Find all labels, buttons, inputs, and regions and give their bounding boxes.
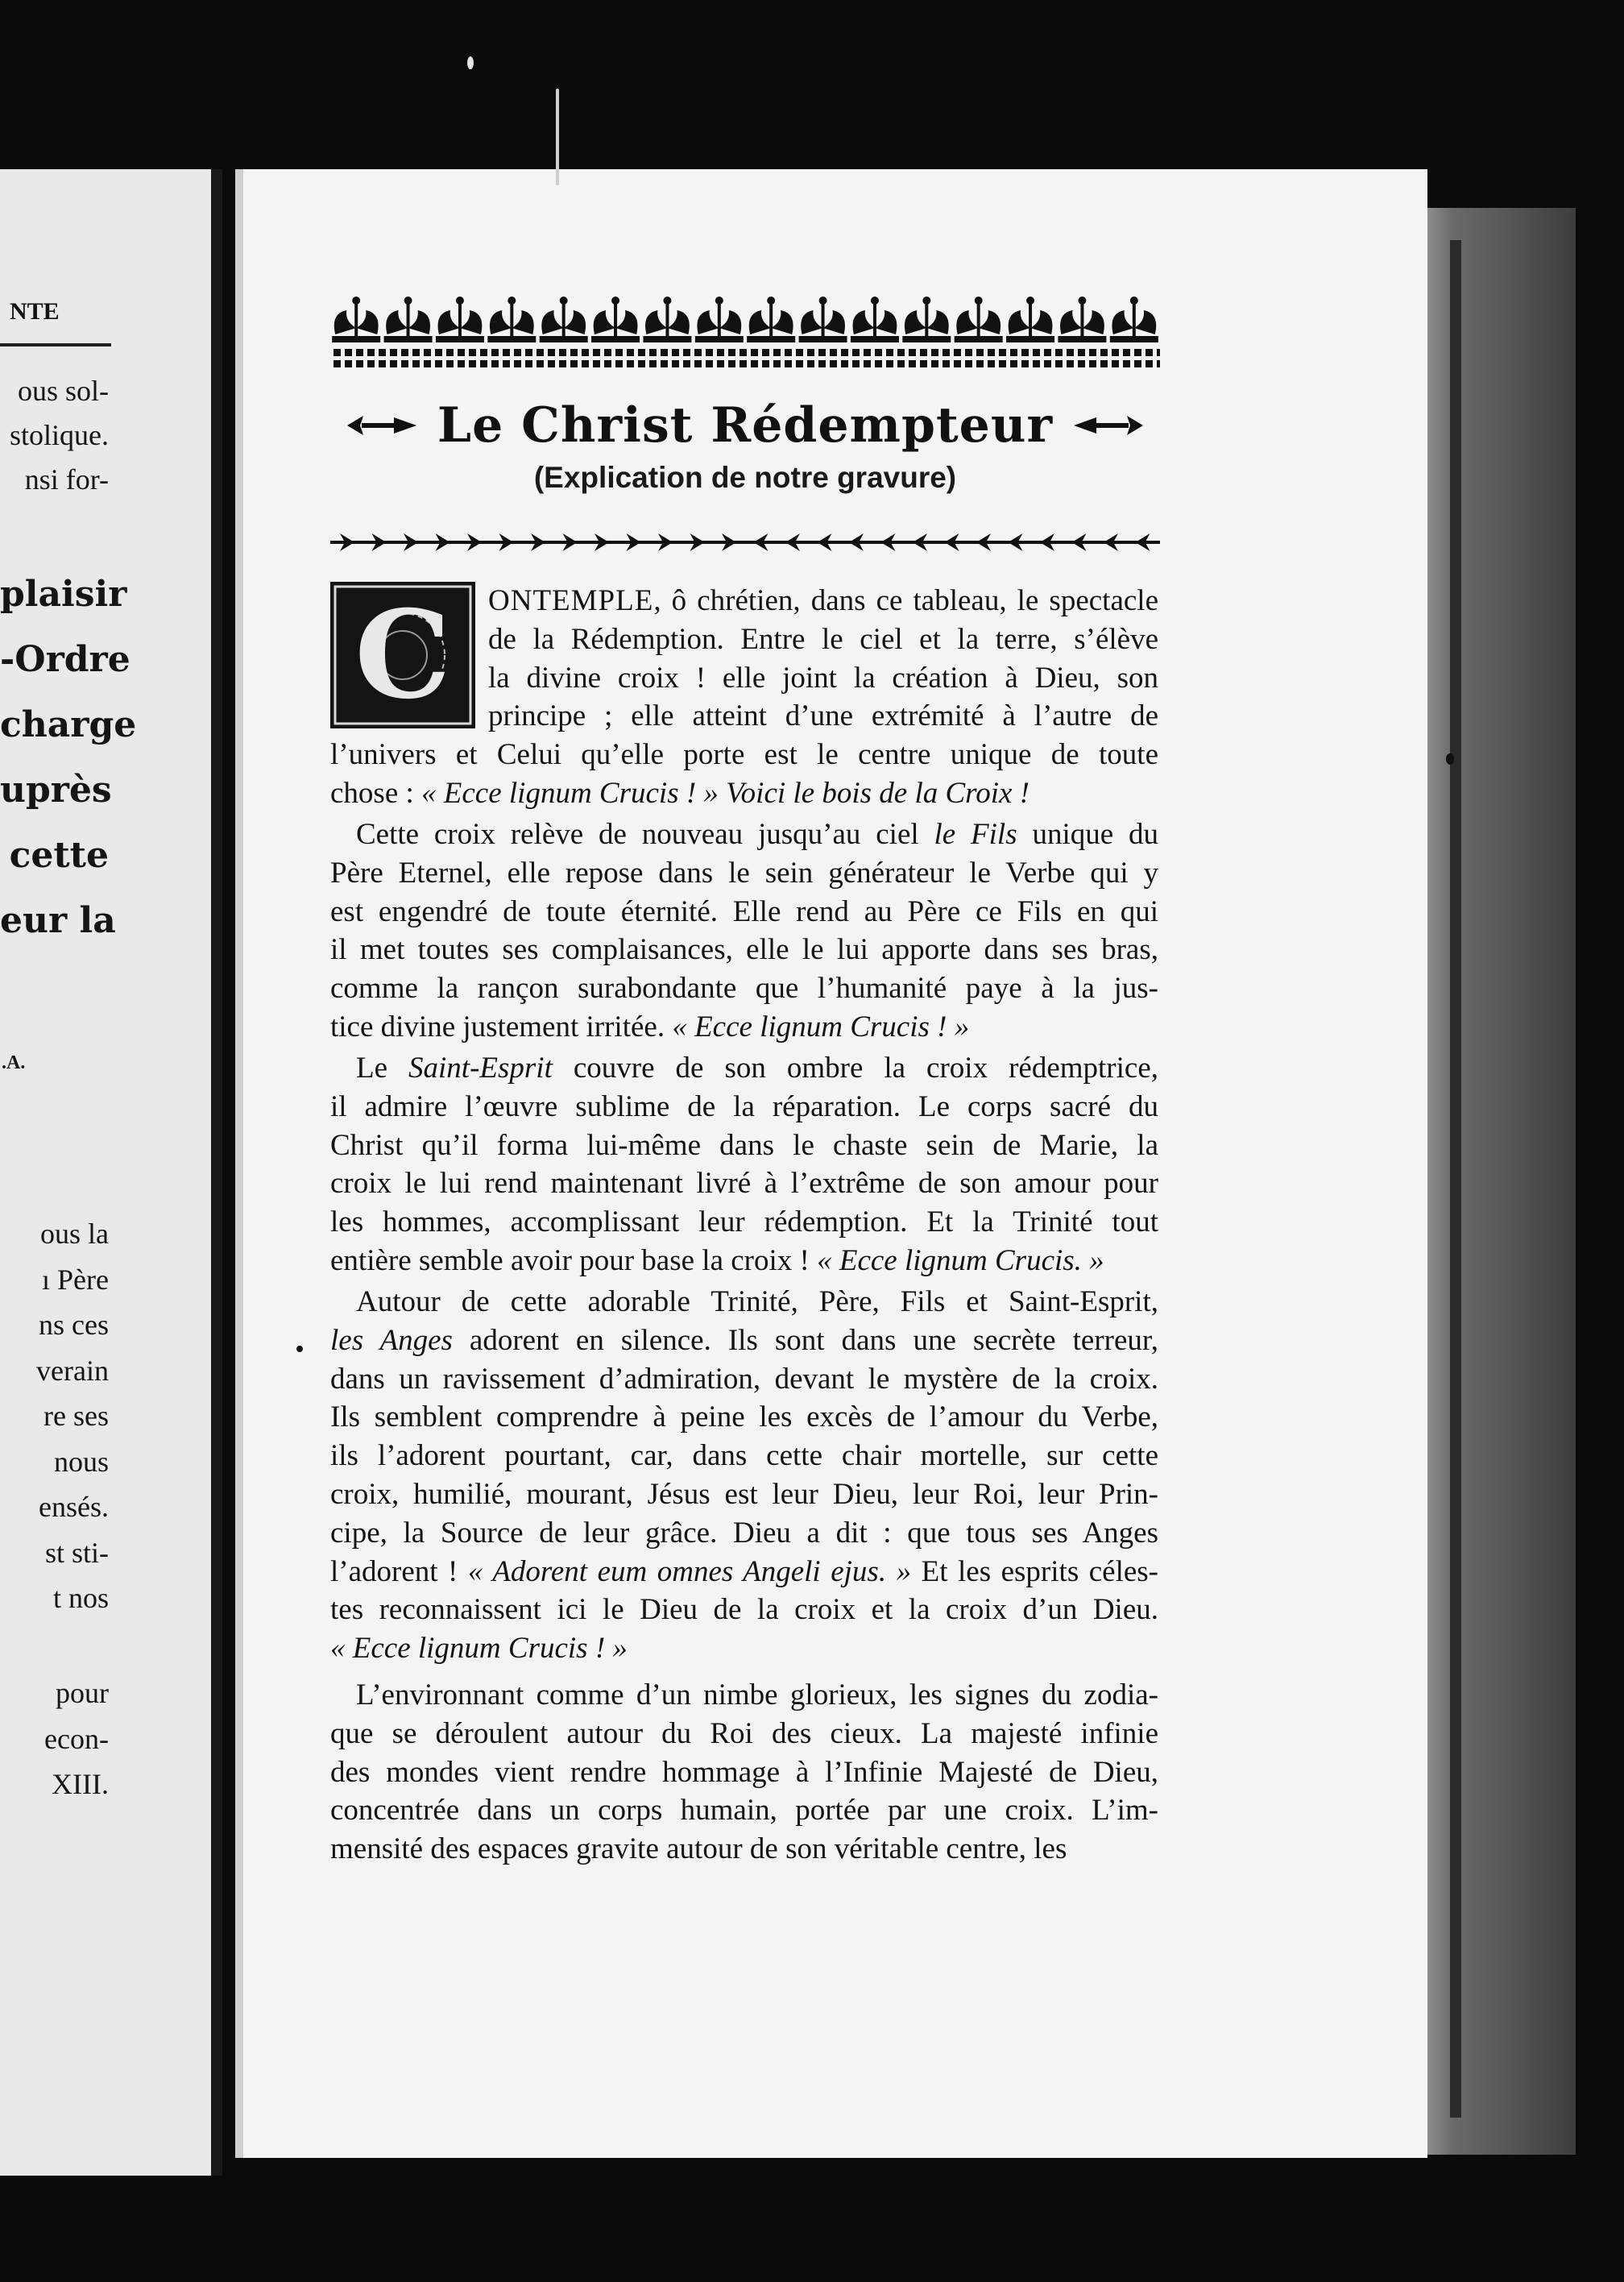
text-line	[330, 1592, 1158, 1627]
bead-ornament-icon	[717, 349, 724, 356]
text-run: cipe, la Source de leur grâce. Dieu a dit : que tous ses Anges	[330, 1516, 1158, 1550]
bead-ornament-icon	[424, 349, 431, 356]
text-run: chose :	[330, 777, 422, 810]
header-rule	[0, 343, 111, 346]
bead-ornament-icon	[818, 349, 826, 356]
bead-ornament-icon	[661, 349, 668, 356]
fleur-ornament-icon	[1006, 297, 1054, 342]
bead-ornament-icon	[1134, 349, 1141, 356]
bead-ornament-icon	[909, 349, 916, 356]
bead-ornament-icon	[773, 349, 781, 356]
bead-ornament-icon	[480, 360, 487, 367]
text-line	[330, 1089, 1158, 1124]
text-run: mensité des espaces gravite autour de son véritable centre, les	[330, 1832, 1067, 1866]
bead-ornament-icon	[345, 360, 352, 367]
bead-ornament-icon	[356, 349, 363, 356]
bead-ornament-icon	[875, 360, 882, 367]
left-page-line: cette	[9, 835, 109, 876]
bead-ornament-icon	[897, 360, 905, 367]
text-run: de la Rédemption. Entre le ciel et la terre, s’élève	[488, 622, 1158, 656]
bead-ornament-icon	[1157, 349, 1160, 356]
left-page-line: re ses	[44, 1400, 109, 1432]
text-line	[330, 1516, 1158, 1550]
bead-ornament-icon	[740, 360, 747, 367]
bead-ornament-icon	[356, 360, 363, 367]
bead-ornament-icon	[1157, 360, 1160, 367]
bead-ornament-icon	[401, 349, 408, 356]
bead-ornament-icon	[1033, 360, 1040, 367]
text-run: concentrée dans un corps humain, portée par une croix. L’im-	[330, 1794, 1158, 1828]
text-run: Père Eternel, elle repose dans le sein générateur le Verbe qui y	[330, 856, 1158, 890]
bead-ornament-icon	[1010, 360, 1017, 367]
latin-quote: « Ecce lignum Crucis. »	[817, 1244, 1104, 1277]
title-row	[330, 393, 1160, 458]
bead-ornament-icon	[1055, 349, 1063, 356]
left-page-line: nsi for-	[24, 463, 109, 496]
bead-ornament-icon	[1055, 360, 1063, 367]
bead-ornament-icon	[954, 349, 961, 356]
bead-ornament-icon	[1078, 349, 1085, 356]
bead-ornament-icon	[367, 349, 375, 356]
text-line	[330, 1128, 1158, 1163]
bead-ornament-icon	[740, 349, 747, 356]
bead-ornament-icon	[751, 349, 758, 356]
paper-speck	[556, 89, 559, 185]
text-line	[356, 817, 1158, 852]
bead-ornament-icon	[830, 360, 837, 367]
left-page-line: .A.	[2, 1052, 26, 1073]
bead-ornament-icon	[514, 349, 521, 356]
bead-ornament-icon	[638, 349, 645, 356]
left-page-line: XIII.	[52, 1768, 109, 1800]
bead-ornament-icon	[864, 349, 871, 356]
latin-quote: les Anges	[330, 1323, 453, 1357]
text-run: Cette croix relève de nouveau jusqu’au ciel	[356, 818, 934, 851]
bead-ornament-icon	[435, 349, 442, 356]
left-page-line: ous sol-	[17, 375, 109, 407]
bead-ornament-icon	[424, 360, 431, 367]
bead-ornament-icon	[525, 349, 532, 356]
bead-ornament-icon	[796, 349, 803, 356]
bead-ornament-icon	[661, 360, 668, 367]
bead-ornament-icon	[1134, 360, 1141, 367]
left-arrow-ornament-icon	[346, 409, 418, 442]
bead-ornament-icon	[334, 360, 341, 367]
bead-ornament-icon	[1021, 360, 1029, 367]
latin-quote: le Fils	[934, 818, 1017, 851]
text-run: que se déroulent autour du Roi des cieux. La majesté infinie	[330, 1716, 1158, 1750]
bead-ornament-icon	[728, 360, 735, 367]
bead-ornament-icon	[762, 360, 769, 367]
middle-ornament-rule	[330, 530, 1160, 554]
latin-quote: « Ecce lignum Crucis ! »	[672, 1010, 970, 1043]
bead-ornament-icon	[469, 349, 476, 356]
left-page-line: ı Père	[42, 1263, 109, 1296]
bead-ornament-icon	[604, 360, 611, 367]
bead-ornament-icon	[864, 360, 871, 367]
text-line	[356, 1284, 1158, 1319]
bead-ornament-icon	[458, 360, 465, 367]
bead-ornament-icon	[988, 349, 995, 356]
bead-ornament-icon	[909, 360, 916, 367]
bead-ornament-icon	[570, 349, 578, 356]
text-line	[330, 1554, 1158, 1589]
bead-ornament-icon	[1112, 349, 1119, 356]
text-run: Christ qu’il forma lui-même dans le chaste sein de Marie, la	[330, 1128, 1158, 1162]
bead-ornament-icon	[706, 349, 713, 356]
bead-ornament-icon	[390, 360, 397, 367]
left-page-line: -Ordre	[0, 639, 130, 680]
text-run: est engendré de toute éternité. Elle rend au Père ce Fils en qui	[330, 894, 1158, 928]
fleur-ornament-icon	[695, 297, 744, 342]
bead-ornament-icon	[649, 360, 657, 367]
bead-ornament-icon	[954, 360, 961, 367]
text-line	[330, 1166, 1158, 1201]
text-run: croix le lui rend maintenant livré à l’extrême de son amour pour	[330, 1167, 1158, 1201]
bead-ornament-icon	[649, 349, 657, 356]
bead-ornament-icon	[480, 349, 487, 356]
bead-ornament-icon	[1089, 360, 1096, 367]
page-title: Le Christ Rédempteur	[437, 397, 1054, 454]
bead-ornament-icon	[503, 349, 510, 356]
text-line	[330, 1716, 1158, 1751]
bead-ornament-icon	[1078, 360, 1085, 367]
left-page-line: eur la	[0, 900, 116, 941]
text-run: unique du	[1017, 818, 1159, 851]
bead-ornament-icon	[886, 360, 893, 367]
text-run: des mondes vient rendre hommage à l’Infinie Majesté de Dieu,	[330, 1755, 1158, 1789]
bead-ornament-icon	[976, 360, 984, 367]
bead-ornament-icon	[1123, 360, 1130, 367]
bead-ornament-icon	[965, 349, 972, 356]
text-line	[330, 894, 1158, 929]
left-page-line: ensés.	[39, 1491, 109, 1523]
bead-ornament-icon	[1067, 360, 1074, 367]
latin-quote: « Ecce lignum Crucis ! » Voici le bois de la Croix !	[421, 777, 1030, 810]
text-run: couvre de son ombre la croix rédemptrice,	[552, 1052, 1158, 1085]
bead-ornament-icon	[886, 349, 893, 356]
text-line	[330, 1631, 1158, 1666]
latin-quote: « Adorent eum omnes Angeli ejus. »	[467, 1554, 912, 1588]
text-line	[330, 1832, 1158, 1866]
bead-ornament-icon	[920, 349, 927, 356]
paper-speck	[467, 56, 474, 69]
bead-ornament-icon	[514, 360, 521, 367]
fleur-ornament-icon	[591, 297, 640, 342]
text-line	[330, 1438, 1158, 1473]
left-page-line: pour	[56, 1677, 109, 1709]
fleur-ornament-icon	[955, 297, 1003, 342]
bead-ornament-icon	[830, 349, 837, 356]
bead-ornament-icon	[627, 349, 634, 356]
fleur-ornament-icon	[1058, 297, 1106, 342]
bead-ornament-icon	[334, 349, 341, 356]
bead-ornament-icon	[852, 349, 860, 356]
fleur-ornament-icon	[902, 297, 951, 342]
fleur-ornament-icon	[487, 297, 536, 342]
text-run: ONTEMPLE	[488, 584, 654, 617]
text-line	[330, 932, 1158, 967]
text-line	[488, 583, 1158, 618]
text-line	[330, 1323, 1158, 1358]
bead-ornament-icon	[875, 349, 882, 356]
bead-ornament-icon	[706, 360, 713, 367]
bead-ornament-icon	[1146, 349, 1153, 356]
bead-ornament-icon	[401, 360, 408, 367]
left-page-line: ous la	[40, 1218, 109, 1250]
left-page-line: nous	[53, 1445, 109, 1478]
bead-ornament-icon	[570, 360, 578, 367]
bead-ornament-icon	[785, 360, 792, 367]
bead-ornament-icon	[379, 349, 386, 356]
bead-ornament-icon	[694, 349, 702, 356]
bead-ornament-icon	[841, 360, 848, 367]
text-line	[330, 856, 1158, 890]
bead-ornament-icon	[446, 349, 454, 356]
paper-speck	[296, 1346, 303, 1352]
bead-ornament-icon	[672, 360, 679, 367]
bead-ornament-icon	[1010, 349, 1017, 356]
bead-ornament-icon	[807, 349, 814, 356]
text-run: Ils semblent comprendre à peine les excès de l’amour du Verbe,	[330, 1400, 1158, 1434]
bead-ornament-icon	[390, 349, 397, 356]
bead-ornament-icon	[1123, 349, 1130, 356]
fleur-ornament-icon	[799, 297, 847, 342]
left-page-line: t nos	[52, 1582, 109, 1614]
bead-ornament-icon	[988, 360, 995, 367]
running-header: NTE	[10, 298, 60, 325]
text-run: l’univers et Celui qu’elle porte est le centre unique de toute	[330, 738, 1158, 772]
bead-ornament-icon	[785, 349, 792, 356]
bead-ornament-icon	[897, 349, 905, 356]
bead-ornament-icon	[683, 360, 690, 367]
bead-ornament-icon	[841, 349, 848, 356]
text-run: dans un ravissement d’admiration, devant le mystère de la croix.	[330, 1362, 1158, 1396]
bead-ornament-icon	[446, 360, 454, 367]
bead-ornament-icon	[458, 349, 465, 356]
bead-ornament-icon	[503, 360, 510, 367]
bead-ornament-icon	[1146, 360, 1153, 367]
text-line	[330, 971, 1158, 1006]
text-run: ils l’adorent pourtant, car, dans cette chair mortelle, sur cette	[330, 1439, 1158, 1473]
left-page-line: charge	[0, 704, 137, 745]
bead-ornament-icon	[615, 360, 623, 367]
left-page-line: plaisir	[0, 574, 127, 615]
bead-ornament-icon	[920, 360, 927, 367]
bead-ornament-icon	[345, 349, 352, 356]
top-ornament-band	[330, 294, 1160, 371]
bead-ornament-icon	[931, 349, 938, 356]
text-run: comme la rançon surabondante que l’humanité paye à la jus-	[330, 972, 1158, 1006]
text-run: les hommes, accomplissant leur rédemption. Et la Trinité tout	[330, 1205, 1158, 1239]
text-run: entière semble avoir pour base la croix !	[330, 1244, 818, 1277]
text-run: il met toutes ses complaisances, elle le lui apporte dans ses bras,	[330, 933, 1158, 967]
bead-ornament-icon	[412, 349, 420, 356]
bead-ornament-icon	[615, 349, 623, 356]
bead-ornament-icon	[627, 360, 634, 367]
bead-ornament-icon	[582, 360, 589, 367]
text-run: , ô chrétien, dans ce tableau, le spectacle	[653, 584, 1158, 617]
bead-ornament-icon	[548, 360, 555, 367]
bead-ornament-icon	[762, 349, 769, 356]
left-page-line: st sti-	[44, 1536, 109, 1569]
bead-ornament-icon	[931, 360, 938, 367]
fleur-ornament-icon	[332, 297, 380, 342]
bead-ornament-icon	[751, 360, 758, 367]
left-page-line: uprès	[0, 770, 112, 811]
bead-ornament-icon	[976, 349, 984, 356]
text-line	[488, 622, 1158, 657]
bead-ornament-icon	[1044, 360, 1051, 367]
text-line	[330, 737, 1158, 772]
bead-ornament-icon	[1067, 349, 1074, 356]
text-line	[330, 1010, 1158, 1044]
text-run: tice divine justement irritée.	[330, 1010, 673, 1043]
text-run: Le	[356, 1052, 409, 1085]
book-page-edges	[1418, 208, 1576, 2155]
bead-ornament-icon	[965, 360, 972, 367]
bead-ornament-icon	[999, 360, 1006, 367]
bead-ornament-icon	[818, 360, 826, 367]
fleur-ornament-icon	[643, 297, 691, 342]
bead-ornament-icon	[582, 349, 589, 356]
text-run: adorent en silence. Ils sont dans une secrète terreur,	[452, 1323, 1158, 1357]
fleur-ornament-icon	[384, 297, 433, 342]
text-line	[330, 1205, 1158, 1239]
bead-ornament-icon	[525, 360, 532, 367]
bead-ornament-icon	[469, 360, 476, 367]
text-line	[330, 1362, 1158, 1396]
text-run: tes reconnaissent ici le Dieu de la croix et la croix d’un Dieu.	[330, 1593, 1158, 1627]
bead-ornament-icon	[491, 360, 499, 367]
text-line	[488, 661, 1158, 695]
bead-ornament-icon	[852, 360, 860, 367]
bead-ornament-icon	[1033, 349, 1040, 356]
latin-quote: Saint-Esprit	[408, 1052, 553, 1085]
bead-ornament-icon	[683, 349, 690, 356]
bead-ornament-icon	[807, 360, 814, 367]
page-subtitle: (Explication de notre gravure)	[533, 461, 957, 494]
text-run: il admire l’œuvre sublime de la réparation. Le corps sacré du	[330, 1089, 1158, 1123]
fleur-ornament-icon	[436, 297, 484, 342]
drop-cap	[330, 582, 475, 728]
bead-ornament-icon	[773, 360, 781, 367]
left-page-line: ns ces	[39, 1309, 109, 1341]
bead-ornament-icon	[942, 360, 950, 367]
bead-ornament-icon	[1100, 360, 1108, 367]
bead-ornament-icon	[559, 349, 566, 356]
bead-ornament-icon	[559, 360, 566, 367]
fleur-ornament-icon	[1110, 297, 1158, 342]
right-arrow-ornament-icon	[1072, 409, 1145, 442]
bead-ornament-icon	[412, 360, 420, 367]
bead-ornament-icon	[796, 360, 803, 367]
text-line	[330, 1793, 1158, 1828]
text-line	[356, 1678, 1158, 1712]
text-line	[330, 1243, 1158, 1278]
drop-cap-letter: C	[354, 584, 451, 726]
bead-ornament-icon	[367, 360, 375, 367]
bead-ornament-icon	[536, 360, 544, 367]
left-page-line: verain	[36, 1354, 109, 1387]
latin-quote: « Ecce lignum Crucis ! »	[330, 1632, 628, 1666]
bead-ornament-icon	[717, 360, 724, 367]
text-run: la divine croix ! elle joint la création à Dieu, son	[488, 661, 1158, 695]
bead-ornament-icon	[536, 349, 544, 356]
fleur-ornament-icon	[851, 297, 899, 342]
bead-ornament-icon	[1112, 360, 1119, 367]
text-run: Autour de cette adorable Trinité, Père, Fils et Saint-Esprit,	[356, 1285, 1158, 1318]
fleur-ornament-icon	[540, 297, 588, 342]
text-run: L’environnant comme d’un nimbe glorieux, les signes du zodia-	[356, 1678, 1158, 1712]
text-run: l’adorent !	[330, 1554, 468, 1588]
fleur-ornament-icon	[747, 297, 795, 342]
text-run: principe ; elle atteint d’une extrémité à l’autre de	[488, 699, 1158, 733]
bead-ornament-icon	[1021, 349, 1029, 356]
bead-ornament-icon	[548, 349, 555, 356]
bead-ornament-icon	[604, 349, 611, 356]
text-line	[488, 699, 1158, 733]
text-line	[330, 1755, 1158, 1790]
paper-speck	[1446, 753, 1454, 765]
bead-ornament-icon	[1100, 349, 1108, 356]
bead-ornament-icon	[1044, 349, 1051, 356]
bead-ornament-icon	[435, 360, 442, 367]
text-line	[330, 1477, 1158, 1512]
bead-ornament-icon	[672, 349, 679, 356]
bead-ornament-icon	[942, 349, 950, 356]
text-run: Et les esprits céles-	[911, 1554, 1158, 1588]
text-run: croix, humilié, mourant, Jésus est leur Dieu, leur Roi, leur Prin-	[330, 1478, 1158, 1511]
bead-ornament-icon	[491, 349, 499, 356]
bead-ornament-icon	[593, 349, 600, 356]
bead-ornament-icon	[638, 360, 645, 367]
bead-ornament-icon	[728, 349, 735, 356]
bead-ornament-icon	[694, 360, 702, 367]
bead-ornament-icon	[379, 360, 386, 367]
bead-ornament-icon	[999, 349, 1006, 356]
text-line	[330, 776, 1158, 811]
text-line	[330, 1400, 1158, 1434]
left-page-line: econ-	[44, 1722, 109, 1755]
bead-ornament-icon	[1089, 349, 1096, 356]
left-page-line: stolique.	[10, 419, 109, 451]
bead-ornament-icon	[593, 360, 600, 367]
text-line	[356, 1051, 1158, 1085]
